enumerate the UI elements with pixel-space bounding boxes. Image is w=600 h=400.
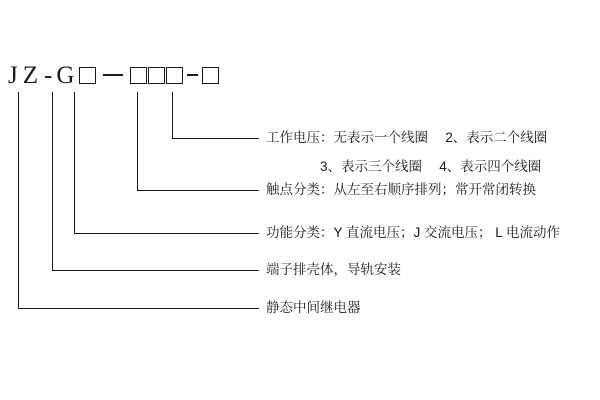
leader-line-contact-horizontal	[137, 190, 259, 191]
callout-working-voltage-line2: 3、表示三个线圈 4、表示四个线圈	[320, 159, 542, 174]
leader-line-relay-vertical	[18, 92, 19, 308]
code-letter-z: Z	[22, 61, 39, 89]
code-box-voltage	[202, 67, 219, 84]
leader-line-terminal-horizontal	[52, 270, 259, 271]
callout-terminal-arrangement: 端子排壳体，导轨安装	[266, 262, 401, 277]
callout-function-classification: 功能分类：Y 直流电压；J 交流电压； L 电流动作	[266, 225, 561, 240]
code-dash: -	[44, 61, 53, 89]
callout-relay-type: 静态中间继电器	[266, 300, 361, 315]
leader-line-function-horizontal	[74, 233, 259, 234]
code-box-group-contact	[130, 67, 183, 84]
callout-working-voltage-line1: 工作电压：无表示一个线圈 2、表示二个线圈	[266, 130, 548, 145]
leader-line-working-voltage-vertical	[172, 92, 173, 138]
leader-line-working-voltage-horizontal	[172, 138, 259, 139]
code-box-contact-3	[166, 67, 183, 84]
callout-contact-classification: 触点分类：从左至右顺序排列；常开常闭转换	[266, 182, 536, 197]
code-box-function	[79, 67, 96, 84]
code-box-contact-1	[130, 67, 147, 84]
leader-line-contact-vertical	[137, 92, 138, 190]
code-letter-j: J	[8, 61, 18, 89]
code-box-contact-2	[148, 67, 165, 84]
code-separator-dash	[103, 74, 123, 76]
code-letter-g: G	[56, 61, 75, 89]
code-separator-small-dash	[187, 74, 198, 76]
leader-line-terminal-vertical	[52, 92, 53, 270]
model-code	[8, 58, 219, 92]
leader-line-relay-horizontal	[18, 308, 259, 309]
leader-line-function-vertical	[74, 92, 75, 233]
